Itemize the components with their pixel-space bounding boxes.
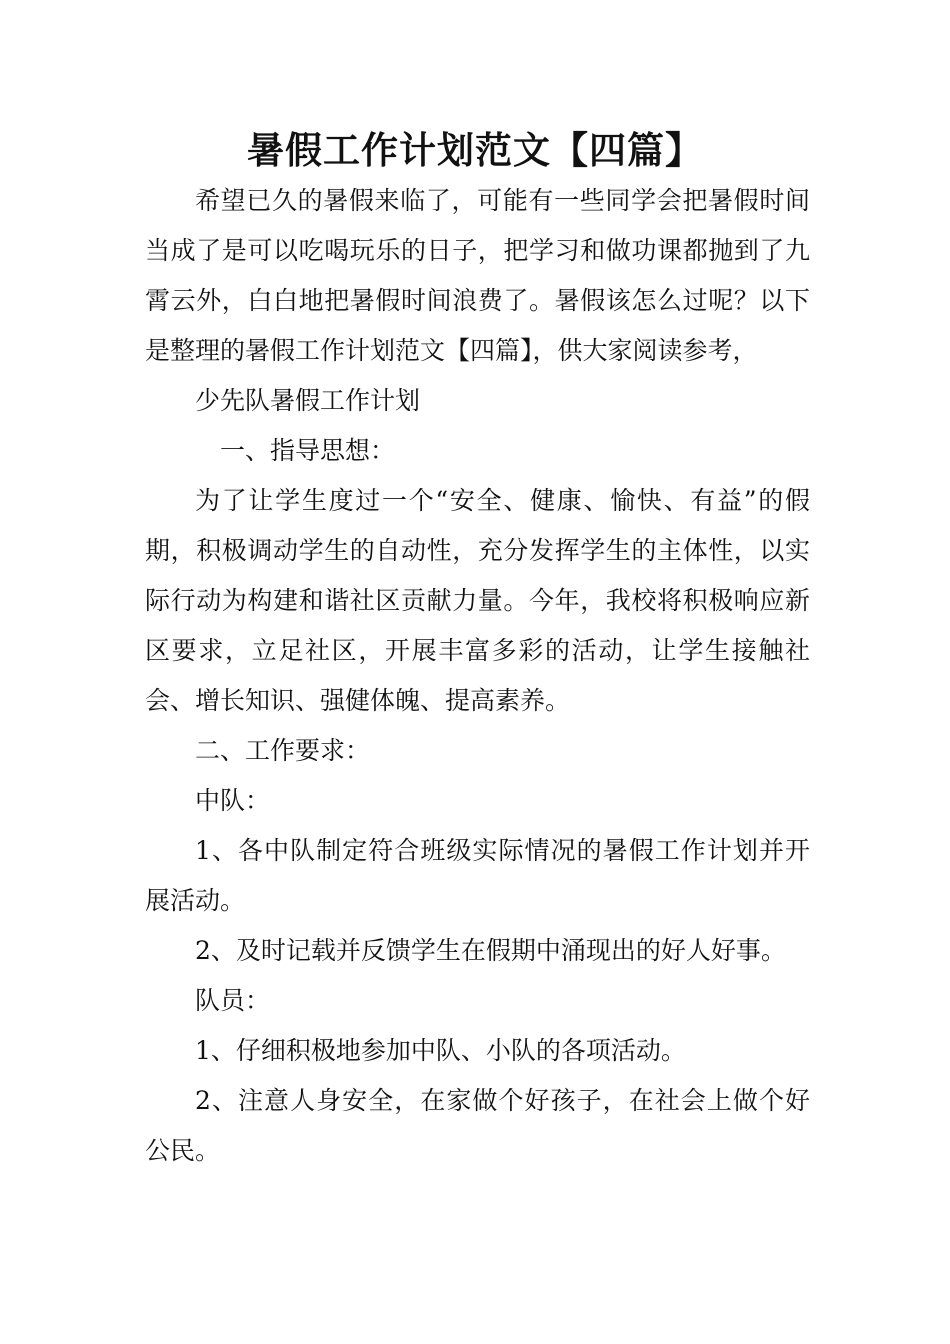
members-item-2: 2、注意人身安全，在家做个好孩子，在社会上做个好公民。 [145, 1086, 810, 1165]
members-item-1: 1、仔细积极地参加中队、小队的各项活动。 [195, 1036, 686, 1065]
subheading-members: 队员： [195, 986, 271, 1015]
guiding-thought-paragraph: 为了让学生度过一个“安全、健康、愉快、有益”的假期，积极调动学生的自动性，充分发挥学生的主体性，以实际行动为构建和谐社区贡献力量。今年，我校将积极响应新区要求，立足社区，开展丰富多彩的活动，让学生接触社会、增长知识、强健体魄、提高素养。 [145, 486, 810, 715]
squadron-item-2: 2、及时记载并反馈学生在假期中涌现出的好人好事。 [195, 936, 786, 965]
section-title: 少先队暑假工作计划 [195, 386, 421, 415]
heading-work-requirements: 二、工作要求： [195, 736, 371, 765]
document-body [145, 176, 810, 1176]
intro-paragraph: 希望已久的暑假来临了，可能有一些同学会把暑假时间当成了是可以吃喝玩乐的日子，把学习和做功课都抛到了九霄云外，白白地把暑假时间浪费了。暑假该怎么过呢？以下是整理的暑假工作计划范文【四篇】，供大家阅读参考， [145, 186, 810, 365]
heading-guiding-thought: 一、指导思想： [220, 436, 396, 465]
document-title: 暑假工作计划范文【四篇】 [247, 129, 703, 172]
subheading-squadron: 中队： [195, 786, 271, 815]
squadron-item-1: 1、各中队制定符合班级实际情况的暑假工作计划并开展活动。 [145, 836, 810, 915]
